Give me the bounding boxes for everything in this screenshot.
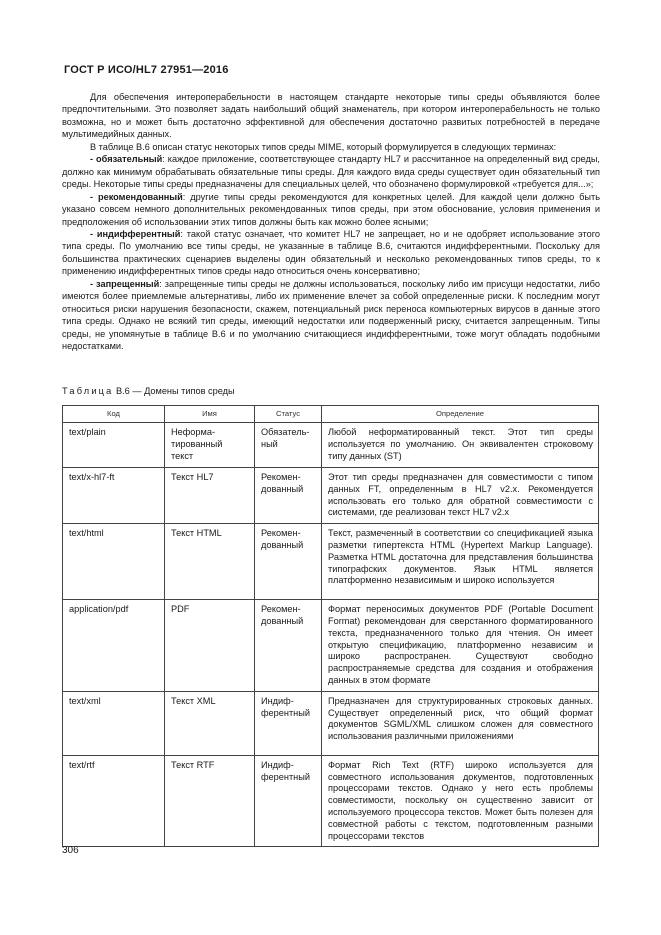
page-number: 306 <box>62 845 79 856</box>
term-name: - индифферентный <box>90 228 181 239</box>
term-paragraph <box>62 153 600 190</box>
table-row <box>63 423 599 468</box>
cell-name: PDF <box>165 600 255 692</box>
table-row <box>63 524 599 600</box>
cell-code: application/pdf <box>63 600 165 692</box>
term-name: - рекомендованный <box>90 191 183 202</box>
term-text: : запрещенные типы среды не должны использоваться, поскольку либо им присущи недостатки, либо имеются более приемлемые альтернативы, либо их применение влечет за собой определенные риски. К последним могут относиться риски нарушения безопасности, скажем, потенциальный риск переноса компьютерных вирусов в данные этого типа среды. Однако не всякий тип среды, имеющий недостатки или подверженный риску, считается запрещенным. Типы среды, не упомянутые в таблице В.6 и по умолчанию считающиеся индифферентными, тоже могут обладать подобными недостатками. <box>62 278 600 352</box>
column-header-code: Код <box>63 406 165 423</box>
table-caption-word: Таблица <box>62 386 114 396</box>
cell-code: text/rtf <box>63 755 165 847</box>
term-text: : каждое приложение, соответствующее стандарту HL7 и рассчитанное на определенный вид среды, должно как минимум обрабатывать обязательные типы среды. Для каждого вида среды существует один обязательный тип среды. Некоторые типы среды предназначены для специальных целей, что обозначено формулировкой «требуется для...»; <box>62 154 600 190</box>
column-header-status: Статус <box>255 406 322 423</box>
table-row <box>63 755 599 847</box>
cell-code: text/html <box>63 524 165 600</box>
intro-paragraph: Для обеспечения интероперабельности в настоящем стандарте некоторые типы среды объявляются более предпочтительными. Это позволяет задать наибольший общий знаменатель, при котором интероперабельность не только возможна, но и может быть достаточно эффективной для обеспечения достаточно развитых потребностей в передаче мультимедийных данных. <box>62 92 600 140</box>
term-text: : другие типы среды рекомендуются для конкретных целей. Для каждой цели должно быть указано совсем немного дополнительных рекомендованных типов среды, при этом обоснование, условия применения и предположения об использовании этих типов должны быть как можно более ясными; <box>62 191 600 227</box>
cell-name: Текст HL7 <box>165 468 255 524</box>
intro-paragraph: В таблице В.6 описан статус некоторых типов среды MIME, который формулируется в следующих терминах: <box>90 141 557 152</box>
table-row <box>63 691 599 755</box>
cell-status: Рекомен- дованный <box>255 600 322 692</box>
column-header-definition: Определение <box>322 406 599 423</box>
cell-definition: Предназначен для структурированных строковых данных. Существует определенный риск, что общий формат документов SGML/XML слишком сложен для совместного использования различными приложениями <box>322 691 599 755</box>
table-caption-text: В.6 — Домены типов среды <box>113 386 235 396</box>
cell-definition: Любой неформатированный текст. Этот тип среды используется по умолчанию. Он эквивалентен строковому типу данных (ST) <box>322 423 599 468</box>
table-caption <box>62 386 235 396</box>
cell-status: Индиф- ферентный <box>255 691 322 755</box>
term-name: - запрещенный <box>90 278 160 289</box>
cell-definition: Формат Rich Text (RTF) широко используется для совместного использования документов, подготовленных процессорами текстов. Однако у него есть проблемы совместимости, поскольку он существенно зависит от используемого процессора текстов. Может быть полезен для совместной работы с текстом, подготовленным разными процессорами текстов <box>322 755 599 847</box>
cell-status: Рекомен- дованный <box>255 524 322 600</box>
table-header-row <box>63 406 599 423</box>
cell-definition: Этот тип среды предназначен для совместимости с типом данных FT, определенным в HL7 v2.x. Рекомендуется использовать его только для обратной совместимости с системами, где реализован текст HL7 v2.x <box>322 468 599 524</box>
media-types-table <box>62 405 599 847</box>
column-header-name: Имя <box>165 406 255 423</box>
cell-name: Текст RTF <box>165 755 255 847</box>
cell-definition: Формат переносимых документов PDF (Portable Document Format) рекомендован для сверстанного форматированного текста, предназначенного только для чтения. Он имеет открытую спецификацию, платформенно независим и широко распространен. Существуют свободно распространяемые средства для создания и отображения данных в этом формате <box>322 600 599 692</box>
cell-code: text/x-hl7-ft <box>63 468 165 524</box>
cell-status: Рекомен- дованный <box>255 468 322 524</box>
term-paragraph <box>62 278 600 353</box>
cell-code: text/xml <box>63 691 165 755</box>
cell-name: Текст XML <box>165 691 255 755</box>
cell-status: Индиф- ферентный <box>255 755 322 847</box>
cell-name: Текст HTML <box>165 524 255 600</box>
cell-definition: Текст, размеченный в соответствии со спецификацией языка разметки гипертекста HTML (Hypertext Markup Language). Разметка HTML достаточна для представления большинства типографских документов. Язык HTML является платформенно независимым и широко используется <box>322 524 599 600</box>
cell-code: text/plain <box>63 423 165 468</box>
term-paragraph <box>62 228 600 278</box>
document-header: ГОСТ Р ИСО/HL7 27951—2016 <box>64 64 229 76</box>
cell-name: Неформа- тированный текст <box>165 423 255 468</box>
cell-status: Обязатель- ный <box>255 423 322 468</box>
term-text: : такой статус означает, что комитет HL7 не запрещает, но и не одобряет использование этого типа среды. По умолчанию все типы среды, не указанные в таблице В.6, считаются индифферентными. Поскольку для большинства практических сценариев выделены один обязательный и несколько рекомендованных типов среды, то к применению индифферентных типов среды надо относиться очень консервативно; <box>62 228 600 277</box>
table-row <box>63 600 599 692</box>
table-row <box>63 468 599 524</box>
term-name: - обязательный <box>90 154 163 165</box>
term-paragraph <box>62 191 600 228</box>
body-text <box>62 91 600 353</box>
